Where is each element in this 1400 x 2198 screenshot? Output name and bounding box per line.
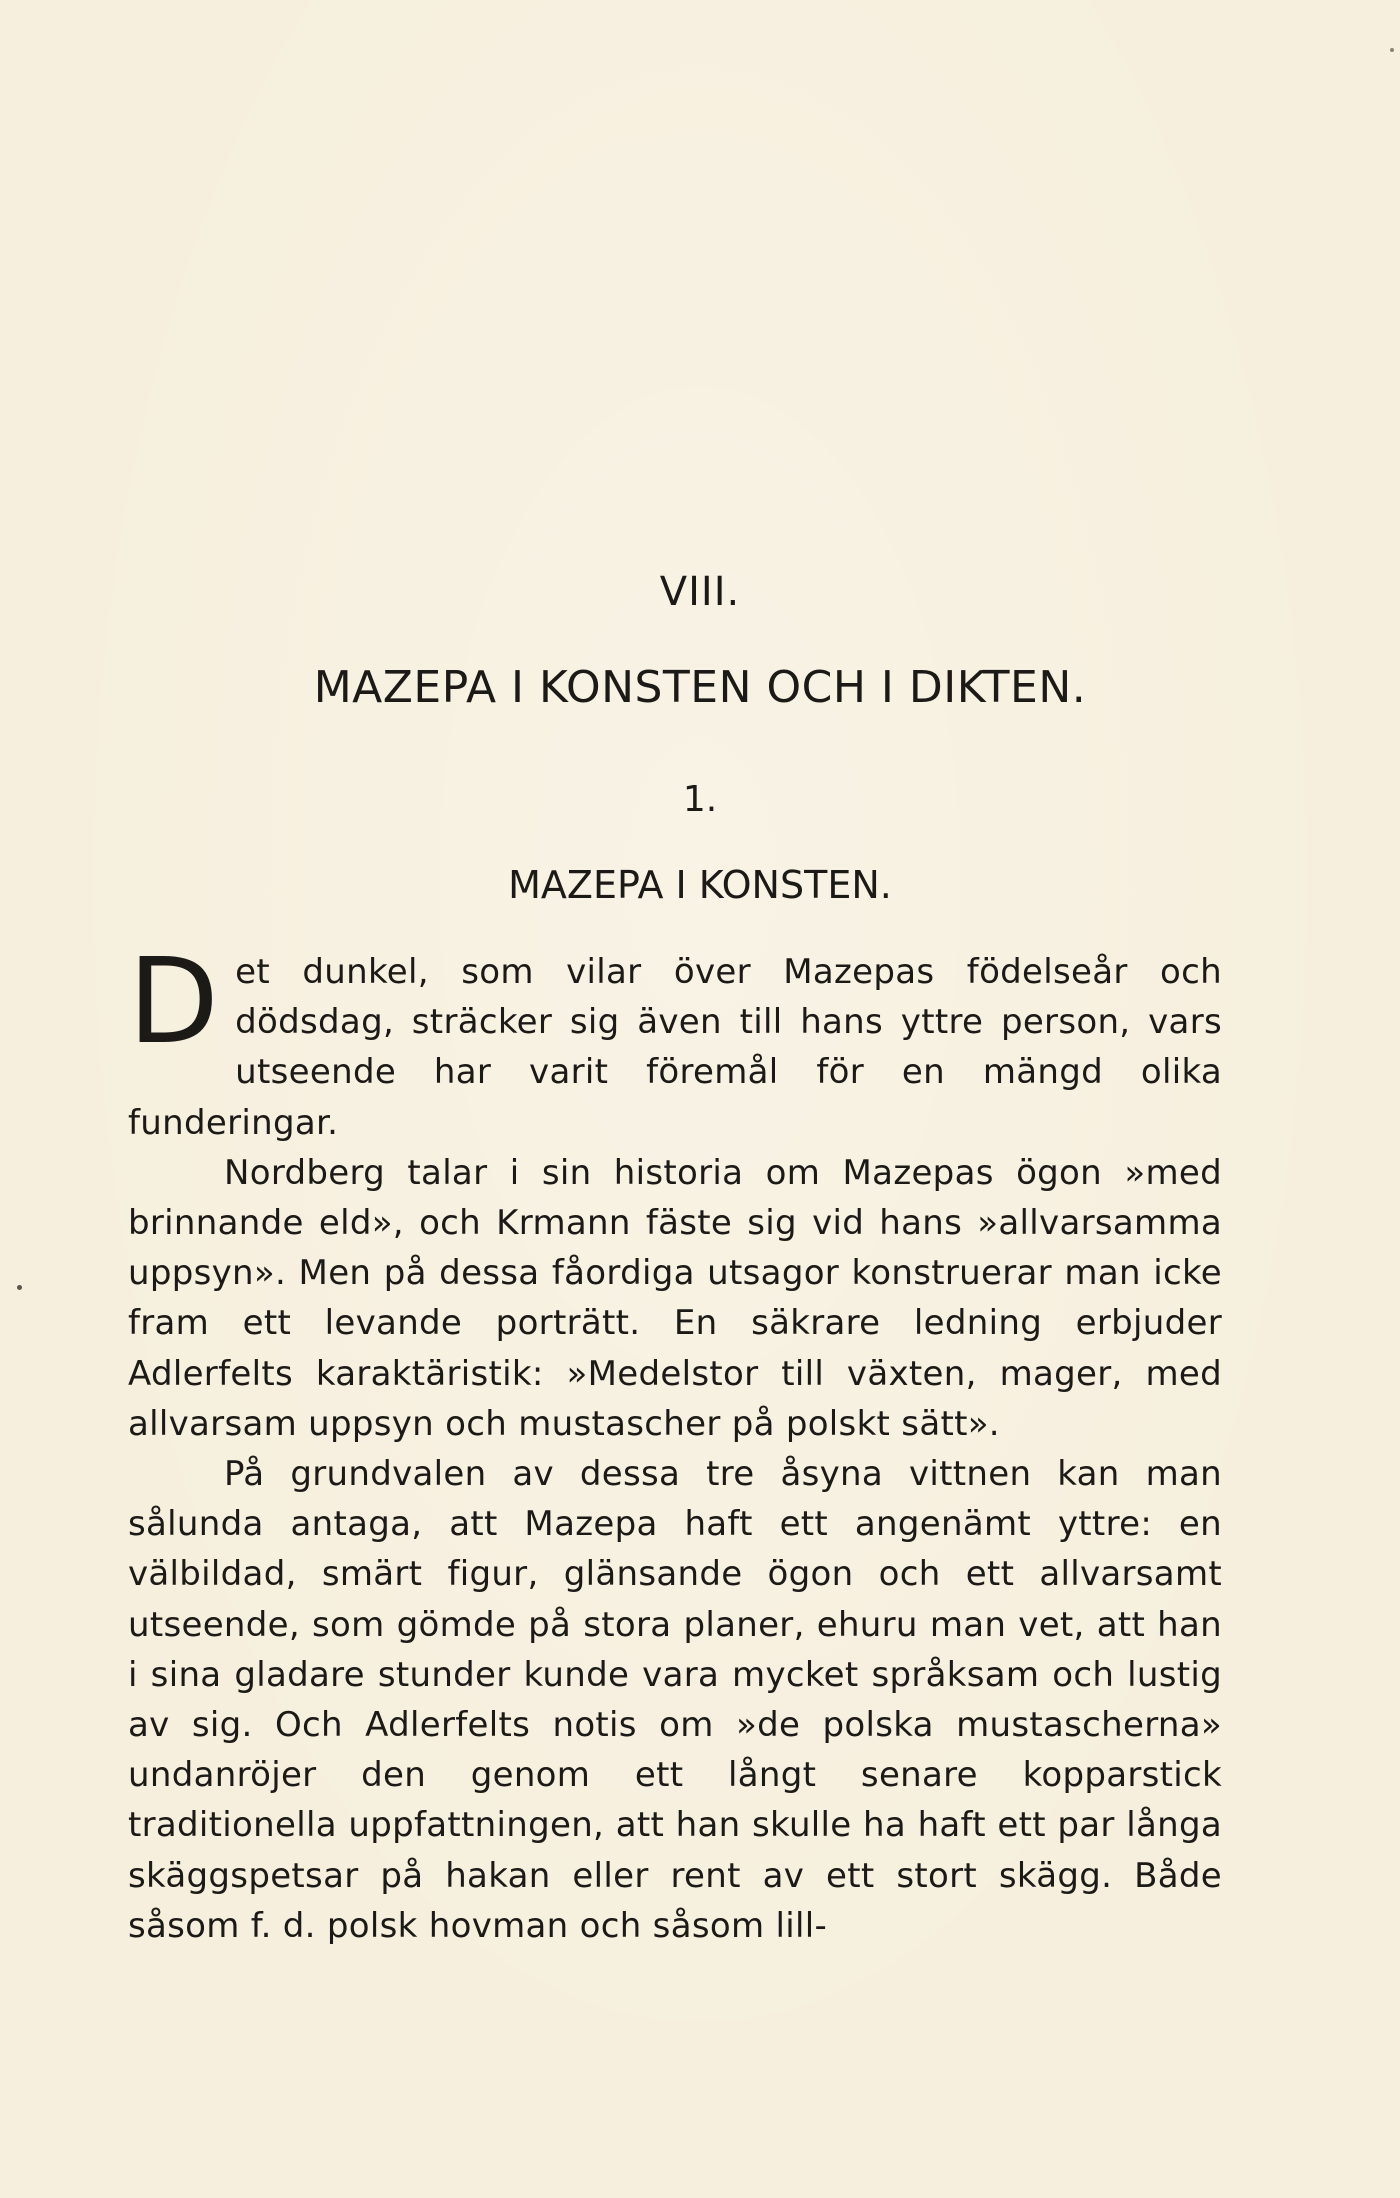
chapter-title: MAZEPA I KONSTEN OCH I DIKTEN. (313, 662, 1087, 713)
body-text (128, 932, 1222, 1951)
paragraph-1-text: et dunkel, som vilar över Mazepas födelseår och dödsdag, sträcker sig även till hans yttre person, vars utseende har varit föremål för en mängd olika funderingar. (128, 952, 1222, 1143)
drop-cap: D (128, 932, 220, 1070)
section-title: MAZEPA I KONSTEN. (508, 863, 892, 907)
edge-mark (1390, 48, 1394, 52)
paragraph-2: Nordberg talar i sin historia om Mazepas ögon »med brinnande eld», och Krmann fäste sig vid hans »allvarsamma uppsyn». Men på dessa fåordiga utsagor konstruerar man icke fram ett levande porträtt. En säkrare ledning erbjuder Adlerfelts karaktäristik: »Medelstor till växten, mager, med allvarsam uppsyn och mustascher på polskt sätt». (128, 1152, 1222, 1444)
chapter-number: VIII. (659, 569, 741, 615)
paragraph-1 (128, 932, 1222, 1148)
paragraph-3: På grundvalen av dessa tre åsyna vittnen kan man sålunda antaga, att Mazepa haft ett angenämt yttre: en välbildad, smärt figur, glänsande ögon och ett allvarsamt utseende, som gömde på stora planer, ehuru man vet, att han i sina gladare stunder kunde vara mycket språksam och lustig av sig. Och Adlerfelts notis om »de polska mustascherna» undanröjer den genom ett långt senare kopparstick traditionella uppfattningen, att han skulle ha haft ett par långa skäggspetsar på hakan eller rent av ett stort skägg. Både såsom f. d. polsk hovman och såsom lill- (128, 1454, 1222, 1946)
section-number: 1. (682, 779, 718, 820)
paper-speck (17, 1285, 22, 1290)
